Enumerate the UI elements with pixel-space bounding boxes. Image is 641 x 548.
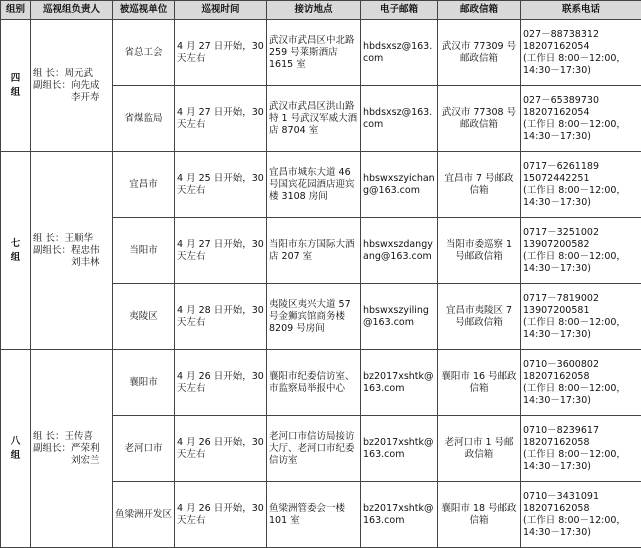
inspected-unit: 当阳市 xyxy=(113,218,175,284)
email-address[interactable]: bz2017xshtk@163.com xyxy=(361,482,438,548)
inspected-unit: 省煤监局 xyxy=(113,86,175,152)
inspection-time: 4 月 26 日开始，30 天左右 xyxy=(175,482,267,548)
phone-line: 14:30－17:30) xyxy=(523,263,639,275)
phone-line: 14:30－17:30) xyxy=(523,329,639,341)
inspection-time: 4 月 26 日开始，30 天左右 xyxy=(175,416,267,482)
table-row xyxy=(1,20,641,86)
table-body xyxy=(1,20,641,548)
leader-line: 副组长：向先成 xyxy=(33,80,110,92)
email-address[interactable]: hbswxszyichang@163.com xyxy=(361,152,438,218)
contact-phone xyxy=(521,284,641,350)
contact-phone xyxy=(521,482,641,548)
phone-line: 0710－8239617 xyxy=(523,425,639,437)
group-name xyxy=(1,350,31,548)
table-row xyxy=(1,350,641,416)
postal-box: 襄阳市 16 号邮政信箱 xyxy=(438,350,521,416)
inspected-unit: 宜昌市 xyxy=(113,152,175,218)
phone-line: 0717－3251002 xyxy=(523,227,639,239)
table-row xyxy=(1,152,641,218)
email-address[interactable]: hbdsxsz@163.com xyxy=(361,20,438,86)
email-address[interactable]: hbdsxsz@163.com xyxy=(361,86,438,152)
phone-line: 18207162054 xyxy=(523,41,639,53)
inspection-time: 4 月 28 日开始，30 天左右 xyxy=(175,284,267,350)
header-address: 接访地点 xyxy=(267,1,361,20)
group-leaders xyxy=(31,350,113,548)
header-email: 电子邮箱 xyxy=(361,1,438,20)
header-time: 巡视时间 xyxy=(175,1,267,20)
phone-line: 0717－7819002 xyxy=(523,293,639,305)
phone-line: 14:30－17:30) xyxy=(523,461,639,473)
phone-line: 14:30－17:30) xyxy=(523,395,639,407)
visit-address: 武汉市武昌区中北路 259 号莱斯酒店 1615 室 xyxy=(267,20,361,86)
phone-line: 0717－6261189 xyxy=(523,161,639,173)
phone-line: (工作日 8:00－12:00， xyxy=(523,383,639,395)
phone-line: (工作日 8:00－12:00， xyxy=(523,449,639,461)
inspected-unit: 夷陵区 xyxy=(113,284,175,350)
inspected-unit: 襄阳市 xyxy=(113,350,175,416)
visit-address: 夷陵区夷兴大道 57 号金狮宾馆商务楼 8209 号房间 xyxy=(267,284,361,350)
header-row xyxy=(1,1,641,20)
phone-line: 13907200582 xyxy=(523,239,639,251)
leader-line: 李开寿 xyxy=(33,92,110,104)
inspection-time: 4 月 25 日开始，30 天左右 xyxy=(175,152,267,218)
phone-line: (工作日 8:00－12:00， xyxy=(523,317,639,329)
phone-line: (工作日 8:00－12:00， xyxy=(523,251,639,263)
phone-line: 18207162054 xyxy=(523,107,639,119)
phone-line: (工作日 8:00－12:00， xyxy=(523,119,639,131)
phone-line: 0710－3431091 xyxy=(523,491,639,503)
contact-phone xyxy=(521,350,641,416)
group-name-text: 八组 xyxy=(10,435,22,463)
visit-address: 鱼梁洲管委会一楼 101 室 xyxy=(267,482,361,548)
header-unit: 被巡视单位 xyxy=(113,1,175,20)
postal-box: 老河口市 1 号邮政信箱 xyxy=(438,416,521,482)
contact-phone xyxy=(521,416,641,482)
group-name xyxy=(1,152,31,350)
leader-line: 组 长：王顺华 xyxy=(33,233,110,245)
visit-address: 老河口市信访局接访大厅、老河口市纪委信访室 xyxy=(267,416,361,482)
group-leaders xyxy=(31,20,113,152)
group-name xyxy=(1,20,31,152)
phone-line: 14:30－17:30) xyxy=(523,197,639,209)
inspection-time: 4 月 27 日开始，30 天左右 xyxy=(175,20,267,86)
header-postbox: 邮政信箱 xyxy=(438,1,521,20)
visit-address: 襄阳市纪委信访室、市监察局举报中心 xyxy=(267,350,361,416)
phone-line: 18207162058 xyxy=(523,503,639,515)
visit-address: 武汉市武昌区洪山路特 1 号武汉军威大酒店 8704 室 xyxy=(267,86,361,152)
inspection-time: 4 月 26 日开始，30 天左右 xyxy=(175,350,267,416)
visit-address: 宜昌市城东大道 46 号国宾花园酒店迎宾楼 3108 房间 xyxy=(267,152,361,218)
contact-phone xyxy=(521,20,641,86)
leader-line: 副组长：严荣利 xyxy=(33,443,110,455)
phone-line: 027－65389730 xyxy=(523,95,639,107)
email-address[interactable]: hbswxszdangyang@163.com xyxy=(361,218,438,284)
postal-box: 襄阳市 18 号邮政信箱 xyxy=(438,482,521,548)
email-address[interactable]: hbswxszyiling@163.com xyxy=(361,284,438,350)
contact-phone xyxy=(521,218,641,284)
inspected-unit: 省总工会 xyxy=(113,20,175,86)
inspection-time: 4 月 27 日开始，30 天左右 xyxy=(175,86,267,152)
phone-line: 027－88738312 xyxy=(523,29,639,41)
group-name-text: 四组 xyxy=(10,72,22,100)
phone-line: 18207162058 xyxy=(523,371,639,383)
contact-phone xyxy=(521,152,641,218)
phone-line: 14:30－17:30) xyxy=(523,527,639,539)
phone-line: 14:30－17:30) xyxy=(523,65,639,77)
leader-line: 组 长：周元武 xyxy=(33,68,110,80)
postal-box: 宜昌市夷陵区 7 号邮政信箱 xyxy=(438,284,521,350)
visit-address: 当阳市东方国际大酒店 207 室 xyxy=(267,218,361,284)
header-leader: 巡视组负责人 xyxy=(31,1,113,20)
postal-box: 宜昌市 7 号邮政信箱 xyxy=(438,152,521,218)
inspection-time: 4 月 27 日开始，30 天左右 xyxy=(175,218,267,284)
phone-line: (工作日 8:00－12:00， xyxy=(523,185,639,197)
contact-phone xyxy=(521,86,641,152)
email-address[interactable]: bz2017xshtk@163.com xyxy=(361,350,438,416)
inspected-unit: 鱼梁洲开发区 xyxy=(113,482,175,548)
phone-line: 0710－3600802 xyxy=(523,359,639,371)
phone-line: (工作日 8:00－12:00， xyxy=(523,53,639,65)
phone-line: 18207162058 xyxy=(523,437,639,449)
phone-line: 15072442251 xyxy=(523,173,639,185)
leader-line: 刘丰林 xyxy=(33,257,110,269)
header-phone: 联系电话 xyxy=(521,1,641,20)
postal-box: 武汉市 77309 号邮政信箱 xyxy=(438,20,521,86)
email-address[interactable]: bz2017xshtk@163.com xyxy=(361,416,438,482)
header-group: 组别 xyxy=(1,1,31,20)
leader-line: 刘宏兰 xyxy=(33,455,110,467)
postal-box: 武汉市 77308 号邮政信箱 xyxy=(438,86,521,152)
phone-line: 13907200581 xyxy=(523,305,639,317)
leader-line: 组 长：王传喜 xyxy=(33,431,110,443)
group-leaders xyxy=(31,152,113,350)
group-name-text: 七组 xyxy=(10,237,22,265)
phone-line: 14:30－17:30) xyxy=(523,131,639,143)
inspected-unit: 老河口市 xyxy=(113,416,175,482)
leader-line: 副组长：程忠伟 xyxy=(33,245,110,257)
postal-box: 当阳市委巡察 1 号邮政信箱 xyxy=(438,218,521,284)
phone-line: (工作日 8:00－12:00， xyxy=(523,515,639,527)
